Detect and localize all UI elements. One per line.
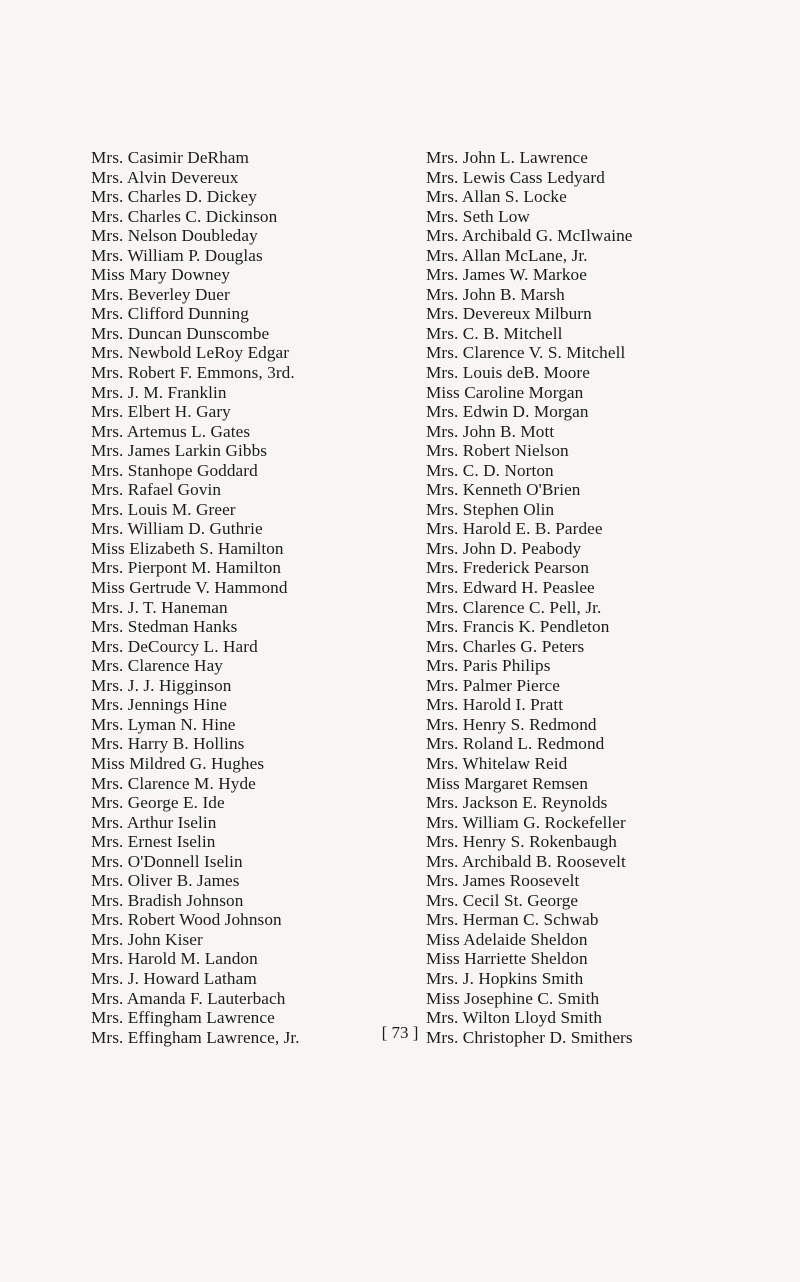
name-entry: Mrs. Herman C. Schwab [426,910,599,930]
name-entry: Mrs. Elbert H. Gary [91,402,231,422]
name-entry: Mrs. Pierpont M. Hamilton [91,558,282,578]
name-entry: Mrs. Harry B. Hollins [91,734,245,754]
name-entry: Mrs. Louis deB. Moore [426,363,590,383]
name-entry: Miss Mildred G. Hughes [91,753,265,773]
name-entry: Mrs. Lewis Cass Ledyard [426,167,605,187]
name-entry: Mrs. Amanda F. Lauterbach [91,988,286,1008]
name-entry: Mrs. Christopher D. Smithers [426,1027,633,1047]
page-number: [ 73 ] [381,1023,419,1042]
name-entry: Mrs. Edward H. Peaslee [426,578,595,598]
name-entry: Mrs. Wilton Lloyd Smith [426,1008,603,1028]
name-entry: Mrs. Seth Low [426,206,530,226]
name-entry: Mrs. Jackson E. Reynolds [426,793,608,813]
name-entry: Mrs. William D. Guthrie [91,519,263,539]
name-entry: Mrs. Louis M. Greer [91,499,236,519]
name-entry: Mrs. Stephen Olin [426,499,555,519]
name-entry: Mrs. Bradish Johnson [91,890,244,910]
name-entry: Mrs. William G. Rockefeller [426,812,626,832]
name-entry: Miss Josephine C. Smith [426,988,600,1008]
name-entry: Mrs. Nelson Doubleday [91,226,258,246]
name-entry: Mrs. James W. Markoe [426,265,587,285]
name-entry: Mrs. Allan S. Locke [426,187,567,207]
name-entry: Mrs. Clifford Dunning [91,304,249,324]
name-entry: Mrs. Lyman N. Hine [91,714,236,734]
name-entry: Mrs. Rafael Govin [91,480,222,500]
name-entry: Mrs. Henry S. Rokenbaugh [426,832,617,852]
name-entry: Mrs. Alvin Devereux [91,167,239,187]
name-entry: Mrs. James Larkin Gibbs [91,441,268,461]
name-entry: Miss Elizabeth S. Hamilton [91,538,284,558]
names-right-column [426,148,766,1047]
name-entry: Mrs. DeCourcy L. Hard [91,636,258,656]
name-entry: Mrs. Robert Nielson [426,441,569,461]
name-entry: Mrs. C. D. Norton [426,460,554,480]
name-entry: Mrs. O'Donnell Iselin [91,851,243,871]
name-entry: Mrs. Stanhope Goddard [91,460,258,480]
name-entry: Mrs. John B. Mott [426,421,555,441]
name-entry: Mrs. Roland L. Redmond [426,734,605,754]
name-entry: Mrs. Duncan Dunscombe [91,323,270,343]
name-entry: Mrs. Newbold LeRoy Edgar [91,343,290,363]
name-entry: Mrs. Charles G. Peters [426,636,585,656]
name-entry: Mrs. Devereux Milburn [426,304,592,324]
name-entry: Mrs. Harold I. Pratt [426,695,564,715]
name-entry: Mrs. Robert Wood Johnson [91,910,282,930]
name-entry: Mrs. Allan McLane, Jr. [426,245,588,265]
name-entry: Miss Adelaide Sheldon [426,929,588,949]
name-entry: Mrs. William P. Douglas [91,245,263,265]
name-entry: Mrs. Harold M. Landon [91,949,258,969]
name-entry: Mrs. James Roosevelt [426,871,580,891]
name-entry: Mrs. John D. Peabody [426,538,582,558]
name-entry: Mrs. J. Howard Latham [91,968,257,988]
name-entry: Mrs. Arthur Iselin [91,812,217,832]
name-entry: Mrs. Whitelaw Reid [426,753,568,773]
name-entry: Mrs. Kenneth O'Brien [426,480,581,500]
name-entry: Mrs. Clarence Hay [91,656,223,676]
name-entry: Mrs. Henry S. Redmond [426,714,597,734]
name-entry: Mrs. Charles D. Dickey [91,187,257,207]
name-entry: Mrs. Clarence V. S. Mitchell [426,343,626,363]
name-entry: Mrs. John B. Marsh [426,284,565,304]
name-entry: Mrs. Archibald B. Roosevelt [426,851,626,871]
name-entry: Mrs. Stedman Hanks [91,617,238,637]
name-entry: Mrs. Charles C. Dickinson [91,206,278,226]
name-entry: Mrs. Jennings Hine [91,695,227,715]
name-entry: Mrs. J. J. Higginson [91,675,232,695]
name-entry: Mrs. Beverley Duer [91,284,230,304]
name-entry: Mrs. Artemus L. Gates [91,421,251,441]
name-entry: Mrs. Oliver B. James [91,871,240,891]
name-entry: Mrs. Edwin D. Morgan [426,402,589,422]
name-entry: Mrs. Effingham Lawrence, Jr. [91,1027,300,1047]
name-entry: Mrs. J. T. Haneman [91,597,228,617]
name-entry: Mrs. Paris Philips [426,656,551,676]
name-entry: Mrs. John Kiser [91,929,203,949]
name-entry: Mrs. J. M. Franklin [91,382,227,402]
name-entry: Mrs. George E. Ide [91,793,225,813]
name-entry: Mrs. Palmer Pierce [426,675,561,695]
name-entry: Mrs. C. B. Mitchell [426,323,563,343]
name-entry: Mrs. J. Hopkins Smith [426,968,584,988]
name-entry: Mrs. Clarence M. Hyde [91,773,256,793]
name-entry: Mrs. John L. Lawrence [426,148,588,167]
name-entry: Miss Mary Downey [91,265,231,285]
name-entry: Mrs. Effingham Lawrence [91,1008,275,1028]
name-entry: Miss Gertrude V. Hammond [91,578,288,598]
name-entry: Mrs. Frederick Pearson [426,558,590,578]
names-left-column [91,148,421,1047]
name-entry: Mrs. Francis K. Pendleton [426,617,610,637]
name-entry: Miss Caroline Morgan [426,382,584,402]
name-entry: Mrs. Clarence C. Pell, Jr. [426,597,602,617]
name-entry: Miss Margaret Remsen [426,773,589,793]
name-entry: Mrs. Archibald G. McIlwaine [426,226,633,246]
name-entry: Mrs. Ernest Iselin [91,832,216,852]
name-entry: Mrs. Cecil St. George [426,890,579,910]
name-entry: Mrs. Casimir DeRham [91,148,250,167]
name-entry: Miss Harriette Sheldon [426,949,588,969]
name-entry: Mrs. Robert F. Emmons, 3rd. [91,363,295,383]
name-entry: Mrs. Harold E. B. Pardee [426,519,603,539]
